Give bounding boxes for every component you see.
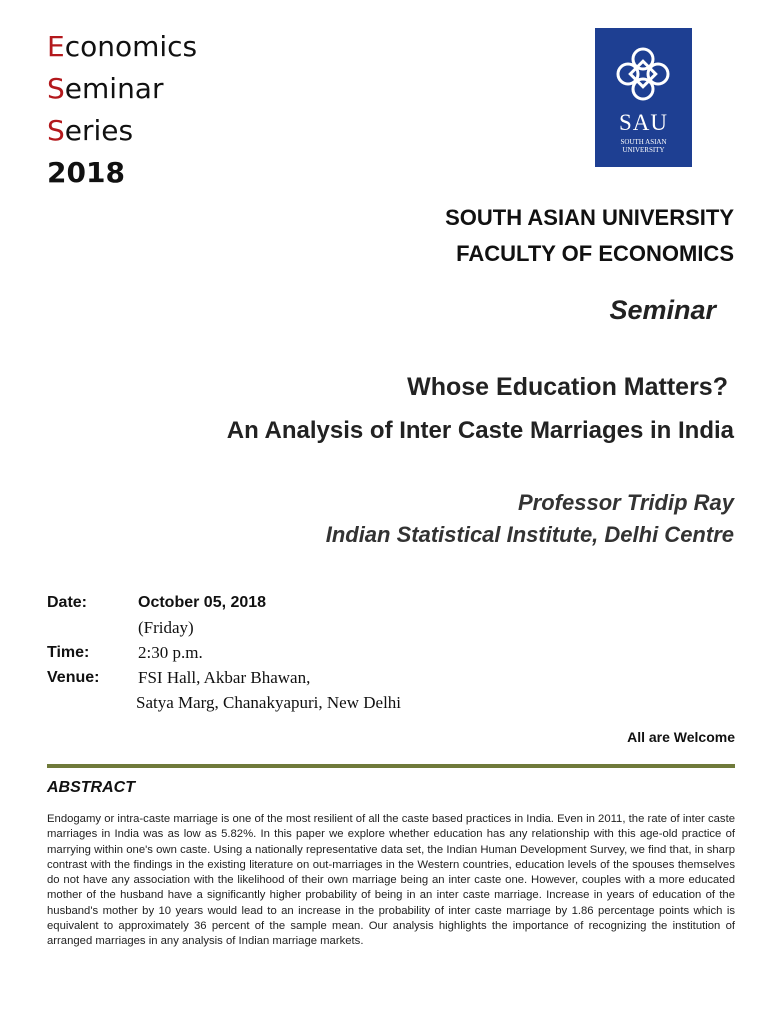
venue-line2: Satya Marg, Chanakyapuri, New Delhi bbox=[136, 693, 402, 712]
university-name: SOUTH ASIAN UNIVERSITY bbox=[445, 205, 734, 230]
university-header bbox=[445, 200, 734, 272]
series-line-economics: Economics bbox=[47, 30, 198, 63]
logo-abbr: SAU bbox=[618, 110, 668, 135]
logo-fullname: SOUTH ASIAN UNIVERSITY bbox=[620, 138, 667, 154]
time-label: Time: bbox=[47, 644, 90, 661]
talk-title-line1: Whose Education Matters? bbox=[407, 373, 728, 401]
series-year: 2018 bbox=[47, 156, 125, 189]
sau-logo bbox=[595, 28, 692, 167]
faculty-name: FACULTY OF ECONOMICS bbox=[456, 241, 734, 266]
series-line-seminar: Seminar bbox=[47, 72, 164, 105]
venue-label: Venue: bbox=[47, 669, 100, 686]
divider bbox=[47, 764, 735, 768]
knot-emblem-icon bbox=[613, 44, 673, 104]
day-value: (Friday) bbox=[138, 618, 194, 637]
abstract-body: Endogamy or intra-caste marriage is one of the most resilient of all the caste based practices in India. Even in 2011, the rate of inter caste marriages in India was as low as 5.82%. In this paper we explore whether education has any relationship with this age-old practice of marrying within one's own caste. Using a nationally representative data set, the Indian Human Development Survey, we find that, in sharp contrast with the findings in the existing literature on out-marriages in the Western countries, education levels of the spouses themselves do not have any association with the likelihood of their own marriage being an inter caste one. However, couples with a more educated mother of the husband have a significantly higher probability of being in an inter caste marriage. Increase in years of education of the husband's mother by 10 years would lead to an increase in the probability of inter caste marriage by 1.86 percentage points which is equivalent to approximately 36 percent of the sample mean. Our analysis highlights the importance of recognizing the institution of arranged marriages in any analysis of Indian marriage markets. bbox=[47, 813, 735, 948]
speaker-name: Professor Tridip Ray bbox=[518, 490, 734, 515]
speaker-institution: Indian Statistical Institute, Delhi Centre bbox=[325, 522, 734, 547]
abstract-heading: ABSTRACT bbox=[47, 779, 135, 796]
welcome-note: All are Welcome bbox=[627, 729, 735, 745]
date-label: Date: bbox=[47, 594, 88, 611]
venue-line1: FSI Hall, Akbar Bhawan, bbox=[138, 668, 311, 687]
talk-title-line2: An Analysis of Inter Caste Marriages in India bbox=[226, 417, 734, 444]
series-line-series: Series bbox=[47, 114, 134, 147]
time-value: 2:30 p.m. bbox=[138, 643, 203, 662]
date-value: October 05, 2018 bbox=[138, 594, 267, 611]
event-type: Seminar bbox=[609, 295, 716, 325]
series-title bbox=[47, 26, 197, 194]
